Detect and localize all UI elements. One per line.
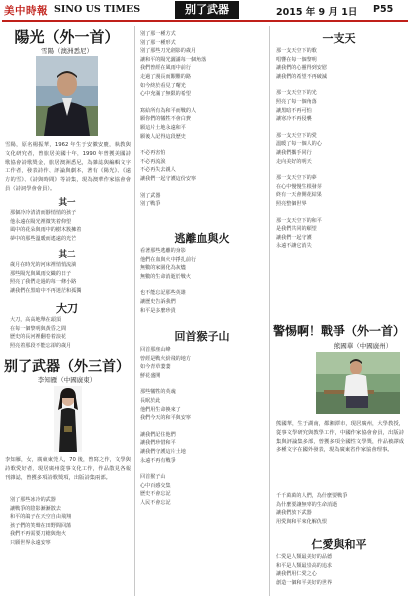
section-title: 别了武器 <box>175 1 239 19</box>
poem-line: 我們今天的和平與安寧 <box>140 415 191 422</box>
author-photo-lizhiyan <box>54 386 82 452</box>
poem-line: 讓我們記住他們 <box>140 431 176 438</box>
poem-line: 用愛與和平來化解仇恨 <box>276 518 327 525</box>
author-byline-xueyang: 雪陽（澳洲悉尼） <box>41 47 93 55</box>
poem-line: 溫暖了每一個人的心 <box>276 141 322 148</box>
page-number: P55 <box>373 4 394 15</box>
poem-line: 讓戰爭的陰影漸漸散去 <box>10 505 61 512</box>
poem-line: 照亮着那段不能忘卻的歲月 <box>10 342 72 349</box>
poem-line: 在心中慢慢生根發芽 <box>276 183 322 190</box>
poem-one-sky <box>276 47 404 311</box>
poem-line: 照亮了每一個角落 <box>276 98 317 105</box>
poem-big-knife <box>10 316 130 352</box>
poem-line: 無數的生命消逝於戰火 <box>140 273 191 280</box>
issue-date: 2015 年 9 月 1日 <box>276 7 358 18</box>
poem-title-monkey-hill: 回首猴子山 <box>174 330 230 343</box>
author-photo-xueyang <box>36 56 98 136</box>
poem-line: 讓我們的心靈得到安慰 <box>276 65 327 72</box>
stanza-gap <box>140 423 264 431</box>
poem-line: 創造一個和平美好的世界 <box>276 579 333 586</box>
poem-line: 回首那座山峰 <box>140 347 171 353</box>
poem-line: 心中百感交集 <box>140 482 171 489</box>
poem-line: 那一支天空下的愛 <box>276 132 317 139</box>
stanza-gap <box>140 141 264 149</box>
stanza-gap <box>140 99 264 107</box>
poem-line: 不必再流淚 <box>140 158 166 165</box>
stanza-gap <box>140 184 264 192</box>
poem-line: 歷史不會忘記 <box>140 491 171 498</box>
author-bio-xueyang: 雪陽，原名楊振華，1962 年生于安徽安慶，執教與文化研究者，曾旅居美國十年，1990 年曾獲美國詩歌協會詩歌獎金，旅居澳洲悉尼，為雜誌與編輯文字工作者，發表詩作、評論與劇本，著有《陽光》、《遠方的雪》、《詩與時間》等詩集，現為澳華作家協會會員（詩詞學會會員）。 <box>5 142 131 192</box>
poem-line: 讓我們一起守護這份安寧 <box>140 175 197 182</box>
column-divider-left <box>134 26 135 596</box>
poem-monkey-hill <box>140 346 264 594</box>
poem-line: 無數的家園化為灰燼 <box>140 265 186 272</box>
masthead-logo: 美中時報 <box>4 5 48 17</box>
poem-line: 讓黑暗不再可怕 <box>276 107 312 114</box>
author-byline-xiongguohua: 熊國華（中國廣州） <box>333 342 393 350</box>
header-rule <box>2 20 408 22</box>
author-byline-lizhiyan: 李知雁（中國廣東） <box>37 376 97 384</box>
stanza-gap <box>276 166 404 174</box>
poem-line: 人民不會忘記 <box>140 499 171 506</box>
poem-stanza-two <box>10 261 130 297</box>
poem-line: 永遠不讓它消失 <box>276 243 312 250</box>
poem-stanza-one <box>10 209 130 245</box>
poem-farewell-arms <box>10 496 130 556</box>
poem-line: 讓歷史告訴我們 <box>140 298 176 305</box>
poem-line: 永遠不再有戰爭 <box>140 457 176 464</box>
poem-title-one-sky: 一支天 <box>322 32 356 45</box>
poem-line: 歲月在時光的河床裡悄悄流淌 <box>10 262 77 268</box>
stanza-gap <box>276 124 404 132</box>
poem-line: 仁愛是人類最美好的品德 <box>276 554 333 560</box>
poem-line: 夢中的那些溫暖而遙遠的光芒 <box>10 235 77 242</box>
poem-subtitle-two: 其二 <box>58 250 76 260</box>
poem-line: 別了那一種方式 <box>140 31 176 37</box>
page-header <box>0 0 410 22</box>
poem-line: 歷史的長河裡翻卷着浪花 <box>10 334 67 341</box>
poem-line: 我們不再需要刀槍與炮火 <box>10 531 67 538</box>
poem-line: 曾經是戰火紛飛的地方 <box>140 355 191 362</box>
poem-line: 那個冷冷清清而靜悄悄的孩子 <box>10 210 77 216</box>
poem-line: 讓我們用仁愛之心 <box>276 571 317 578</box>
article-title-sunlight: 陽光（外一首） <box>14 28 120 46</box>
author-bio-lizhiyan: 李知雁，女，廣東東莞人，70 後，曾寫之作，文學與詩歌愛好者，現居廣州從事文化工作，作品散見各報刊雜誌，曾獲多項詩歌獎項，出版詩集兩部。 <box>5 457 131 481</box>
poem-title-big-knife: 大刀 <box>56 302 78 315</box>
poem-farewell-arms-continued <box>140 30 264 226</box>
poem-title-love-peace: 仁愛與和平 <box>311 538 367 551</box>
poem-line: 回首猴子山 <box>140 474 166 481</box>
poem-line: 和平的鴿子在天空自由飛翔 <box>10 514 72 521</box>
article-title-beware-war: 警惕啊！戰爭（外一首） <box>272 324 405 338</box>
poem-line: 大刀，高高地舉在頭頂 <box>10 317 61 323</box>
author-photo-xiongguohua <box>316 352 400 414</box>
stanza-gap <box>276 209 404 217</box>
poem-subtitle-one: 其一 <box>58 198 76 208</box>
poem-line: 是我們共同的願望 <box>276 226 317 233</box>
poem-line: 願這片土地永遠和平 <box>140 124 186 131</box>
poem-line: 那一支天空下的夢 <box>276 175 317 182</box>
poem-line: 唱響在每一個黎明 <box>276 56 317 63</box>
poem-line: 照亮了我們走過的每一條小路 <box>10 279 77 286</box>
poem-line: 終有一天會開花結果 <box>276 192 322 199</box>
poem-line: 讓我們在黑暗中不再迷茫和孤獨 <box>10 287 82 294</box>
poem-line: 看著那些逃離的身影 <box>140 248 186 254</box>
poem-line: 長眠於此 <box>140 397 161 404</box>
article-title-farewell-arms: 别了武器（外三首） <box>4 359 130 375</box>
poem-line: 照亮整個世界 <box>276 200 307 207</box>
poem-line: 讓我們的希望不再破滅 <box>276 73 327 80</box>
poem-line: 讓我們攜手同行 <box>276 149 312 156</box>
poem-title-flee-blood-fire: 逃離血與火 <box>174 232 230 245</box>
poem-line: 讓和平的陽光灑滿每一個角落 <box>140 56 207 63</box>
poem-line: 和平是多麼珍貴 <box>140 307 176 314</box>
poem-line: 別了那一種形式 <box>140 39 176 46</box>
stanza-gap <box>276 81 404 89</box>
poem-line: 我們曾經在風雨中前行 <box>140 65 191 72</box>
poem-line: 如今終於看見了曙光 <box>140 82 186 89</box>
poem-line: 讓寒冷不再侵襲 <box>276 116 312 123</box>
poem-line: 讓我們守護這片土地 <box>140 448 186 455</box>
poem-flee-blood-fire <box>140 247 264 321</box>
poem-line: 讓我們放下武器 <box>276 510 312 517</box>
poem-line: 鮮花盛開 <box>140 372 161 379</box>
poem-line: 他們在血與火中掙扎前行 <box>140 256 197 263</box>
poem-line: 那一支天空下的歌 <box>276 48 317 54</box>
poem-line: 不必再害怕 <box>140 150 166 157</box>
poem-line: 別了戰爭 <box>140 201 161 208</box>
poem-line: 他們用生命換來了 <box>140 406 181 413</box>
stanza-gap <box>140 380 264 388</box>
poem-line: 讓我們一起守護 <box>276 234 312 241</box>
poem-line: 那些犧牲的英魂 <box>140 389 176 396</box>
poem-line: 讓我們珍惜和平 <box>140 440 176 447</box>
poem-line: 走向美好的明天 <box>276 158 312 165</box>
poem-line: 那一支天空下的光 <box>276 90 317 97</box>
publication-name: SINO US TIMES <box>54 4 141 15</box>
poem-line: 不必再失去親人 <box>140 167 176 174</box>
poem-line: 只願世界永遠安寧 <box>10 539 51 546</box>
poem-line: 也不能忘記那些英雄 <box>140 290 186 297</box>
stanza-gap <box>140 465 264 473</box>
poem-line: 那些陽光與風雨交織的日子 <box>10 270 72 277</box>
poem-line: 別了那些冰冷的武器 <box>10 497 56 503</box>
poem-line: 別了武器 <box>140 192 161 199</box>
poem-line: 他永遠在陽光裡微笑着仰望 <box>10 218 72 225</box>
poem-love-peace <box>276 553 404 593</box>
author-bio-xiongguohua: 熊國華，生于湖南，都湘潭市，現居廣州，大學教授，從事文學研究與教學工作，中國作家協會會員，出版詩集與評論集多部，曾獲多項全國性文學獎，作品被譯成多種文字在國外發表，現為廣東省作家協會理事。 <box>276 421 404 454</box>
poem-beware-war <box>276 492 404 530</box>
poem-line: 願你們的犧牲不會白費 <box>140 116 191 123</box>
column-divider-right <box>269 26 270 596</box>
poem-line: 寫給所有為和平而戰的人 <box>140 107 197 114</box>
poem-line: 願後人記得這段歷史 <box>140 133 186 140</box>
poem-line: 和平是人類最崇高的追求 <box>276 562 333 569</box>
stanza-gap <box>140 281 264 289</box>
poem-line: 走過了漫長而艱難的路 <box>140 73 191 80</box>
poem-line: 孩子們的笑聲在田野間回蕩 <box>10 522 72 529</box>
poem-line: 在每一個黎明與黃昏之間 <box>10 325 67 332</box>
poem-line: 那一支天空下的和平 <box>276 217 322 224</box>
poem-line: 心中充滿了無限的希望 <box>140 91 191 98</box>
poem-line: 別了那些刀光劍影的歲月 <box>140 48 197 55</box>
poem-line: 如今青草萋萋 <box>140 364 171 371</box>
poem-line: 為什麼要讓無辜的生命消逝 <box>276 501 338 508</box>
poem-line: 風中的花朵與雨中的樹木簇擁着 <box>10 227 82 234</box>
poem-line: 千千萬萬的人們，為什麼要戰爭 <box>276 493 348 499</box>
